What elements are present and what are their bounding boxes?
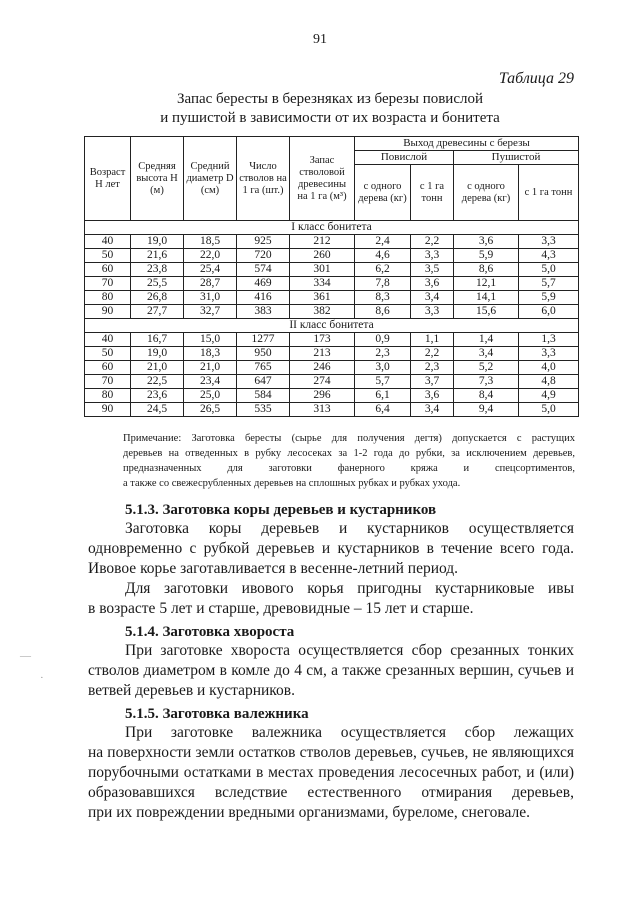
table-cell: 5,0	[519, 403, 579, 417]
table-cell: 3,3	[411, 305, 454, 319]
table-cell: 416	[237, 291, 290, 305]
table-cell: 60	[85, 263, 131, 277]
table-cell: 18,5	[184, 235, 237, 249]
table-cell: 3,3	[411, 249, 454, 263]
paragraph-line: стволов диаметром в комле до 4 см, а также срезанных вершин, сучьев и	[88, 662, 574, 679]
table-cell: 80	[85, 291, 131, 305]
table-cell: 720	[237, 249, 290, 263]
table-cell: 25,0	[184, 389, 237, 403]
table-cell: 246	[290, 361, 355, 375]
heading-brushwood-harvesting: 5.1.4. Заготовка хвороста	[125, 624, 295, 640]
table-cell: 2,3	[411, 361, 454, 375]
table-cell: 8,4	[454, 389, 519, 403]
table-cell: 2,3	[355, 347, 411, 361]
table-cell: 2,4	[355, 235, 411, 249]
table-row	[85, 361, 579, 375]
table-cell: 334	[290, 277, 355, 291]
margin-scan-mark: —	[20, 650, 31, 662]
table-cell: 3,4	[411, 291, 454, 305]
table-cell: 3,6	[411, 389, 454, 403]
table-cell: 3,5	[411, 263, 454, 277]
table-cell: 80	[85, 389, 131, 403]
paragraph-line: при их повреждении вредными организмами, буреломе, снеговале.	[88, 804, 531, 821]
table-cell: 584	[237, 389, 290, 403]
table-cell: 274	[290, 375, 355, 389]
table-cell: 28,7	[184, 277, 237, 291]
paragraph-line: в возрасте 5 лет и старше, древовидные – 15 лет и старше.	[88, 600, 474, 617]
section-deadwood-text	[88, 723, 574, 823]
note-line: предназначенных для заготовки фанерного кряжа и спецсортиментов,	[123, 463, 575, 474]
table-cell: 15,6	[454, 305, 519, 319]
table-cell: 301	[290, 263, 355, 277]
table-cell: 24,5	[131, 403, 184, 417]
table-cell: 31,0	[184, 291, 237, 305]
table-cell: 296	[290, 389, 355, 403]
table-cell: 90	[85, 305, 131, 319]
table-cell: 7,3	[454, 375, 519, 389]
table-cell: 26,5	[184, 403, 237, 417]
table-cell: 21,0	[131, 361, 184, 375]
table-cell: 70	[85, 277, 131, 291]
table-cell: 40	[85, 333, 131, 347]
table-cell: 1,3	[519, 333, 579, 347]
table-cell: 925	[237, 235, 290, 249]
table-cell: 3,4	[411, 403, 454, 417]
header-species-pendula: Повислой	[355, 151, 454, 165]
header-avg-diameter: Средний диаметр D (см)	[184, 137, 237, 221]
table-cell: 1,1	[411, 333, 454, 347]
heading-bark-harvesting: 5.1.3. Заготовка коры деревьев и кустарников	[125, 502, 437, 518]
table-cell: 382	[290, 305, 355, 319]
table-cell: 313	[290, 403, 355, 417]
table-cell: 469	[237, 277, 290, 291]
table-cell: 6,1	[355, 389, 411, 403]
table-cell: 1,4	[454, 333, 519, 347]
table-row	[85, 389, 579, 403]
table-cell: 50	[85, 249, 131, 263]
table-cell: 5,0	[519, 263, 579, 277]
table-cell: 4,0	[519, 361, 579, 375]
table-row	[85, 375, 579, 389]
header-per-ha-pub: с 1 га тонн	[519, 165, 579, 221]
paragraph-line: образовавшихся вследствие естественного отмирания деревьев,	[88, 784, 574, 801]
table-cell: 90	[85, 403, 131, 417]
table-cell: 4,6	[355, 249, 411, 263]
table-title	[90, 90, 570, 128]
table-cell: 173	[290, 333, 355, 347]
bonitet-class-label: II класс бонитета	[85, 319, 579, 333]
paragraph-line: ветвей деревьев и кустарников.	[88, 682, 295, 699]
table-cell: 765	[237, 361, 290, 375]
header-age: Возраст Н лет	[85, 137, 131, 221]
table-label: Таблица 29	[498, 70, 574, 87]
paragraph-line: одновременно с рубкой деревьев и кустарников в течение всего года.	[88, 540, 574, 557]
header-per-tree-pub: с одного дерева (кг)	[454, 165, 519, 221]
header-avg-height: Средняя высота Н (м)	[131, 137, 184, 221]
table-cell: 70	[85, 375, 131, 389]
table-cell: 23,4	[184, 375, 237, 389]
table-cell: 22,0	[184, 249, 237, 263]
section-brushwood-text	[88, 641, 574, 701]
header-stem-wood-stock: Запас стволовой древесины на 1 га (м³)	[290, 137, 355, 221]
table-cell: 361	[290, 291, 355, 305]
table-cell: 16,7	[131, 333, 184, 347]
table-cell: 3,7	[411, 375, 454, 389]
header-yield-group: Выход древесины с березы	[355, 137, 579, 151]
table-cell: 212	[290, 235, 355, 249]
table-cell: 8,6	[454, 263, 519, 277]
table-cell: 6,4	[355, 403, 411, 417]
table-cell: 213	[290, 347, 355, 361]
table-cell: 3,3	[519, 347, 579, 361]
paragraph-line: При заготовке валежника осуществляется сбор лежащих	[125, 724, 574, 741]
table-cell: 7,8	[355, 277, 411, 291]
table-cell: 25,4	[184, 263, 237, 277]
table-cell: 0,9	[355, 333, 411, 347]
table-cell: 5,9	[454, 249, 519, 263]
table-row	[85, 291, 579, 305]
table-cell: 260	[290, 249, 355, 263]
paragraph-line: Для заготовки ивового корья пригодны кустарниковые ивы	[125, 580, 574, 597]
paragraph-line: При заготовке хвороста осуществляется сбор срезанных тонких	[125, 642, 574, 659]
table-cell: 5,9	[519, 291, 579, 305]
table-row	[85, 263, 579, 277]
bonitet-class-label: I класс бонитета	[85, 221, 579, 235]
table-cell: 19,0	[131, 235, 184, 249]
table-cell: 18,3	[184, 347, 237, 361]
table-row	[85, 249, 579, 263]
table-cell: 6,2	[355, 263, 411, 277]
table-cell: 4,3	[519, 249, 579, 263]
table-cell: 6,0	[519, 305, 579, 319]
table-cell: 4,8	[519, 375, 579, 389]
margin-scan-mark: ·	[40, 672, 44, 684]
table-cell: 3,3	[519, 235, 579, 249]
note-line: а также со свежесрубленных деревьев на сплошных рубках и рубках ухода.	[123, 478, 461, 489]
table-cell: 3,6	[411, 277, 454, 291]
table-cell: 2,2	[411, 347, 454, 361]
table-cell: 5,2	[454, 361, 519, 375]
table-row	[85, 403, 579, 417]
table-row	[85, 277, 579, 291]
table-note	[123, 431, 575, 491]
heading-deadwood-harvesting: 5.1.5. Заготовка валежника	[125, 706, 309, 722]
table-title-line: Запас бересты в березняках из березы повислой	[176, 91, 483, 107]
table-cell: 12,1	[454, 277, 519, 291]
note-line: деревьев на отведенных в рубку лесосеках за 1-2 года до рубки, за исключением деревьев,	[123, 448, 575, 459]
table-cell: 383	[237, 305, 290, 319]
table-cell: 22,5	[131, 375, 184, 389]
data-table	[84, 136, 579, 417]
table-cell: 25,5	[131, 277, 184, 291]
table-cell: 1277	[237, 333, 290, 347]
paragraph-line: Ивовое корье заготавливается в весенне-летний период.	[88, 560, 459, 577]
table-cell: 3,0	[355, 361, 411, 375]
table-cell: 27,7	[131, 305, 184, 319]
header-per-ha: с 1 га тонн	[411, 165, 454, 221]
table-cell: 60	[85, 361, 131, 375]
table-cell: 535	[237, 403, 290, 417]
note-line: Примечание: Заготовка бересты (сырье для получения дегтя) допускается с растущих	[123, 433, 575, 444]
table-cell: 50	[85, 347, 131, 361]
paragraph-line: Заготовка коры деревьев и кустарников осуществляется	[125, 520, 574, 537]
table-cell: 8,3	[355, 291, 411, 305]
table-row	[85, 235, 579, 249]
table-row	[85, 347, 579, 361]
table-cell: 5,7	[355, 375, 411, 389]
header-per-tree: с одного дерева (кг)	[355, 165, 411, 221]
table-row	[85, 333, 579, 347]
table-cell: 574	[237, 263, 290, 277]
table-cell: 23,8	[131, 263, 184, 277]
page-number: 91	[313, 32, 327, 47]
header-species-pubescens: Пушистой	[454, 151, 579, 165]
bonitet-class-row	[85, 319, 579, 333]
table-cell: 9,4	[454, 403, 519, 417]
table-cell: 23,6	[131, 389, 184, 403]
table-cell: 4,9	[519, 389, 579, 403]
table-title-line: и пушистой в зависимости от их возраста и бонитета	[160, 110, 500, 126]
header-stem-count: Число стволов на 1 га (шт.)	[237, 137, 290, 221]
table-cell: 26,8	[131, 291, 184, 305]
table-cell: 15,0	[184, 333, 237, 347]
table-cell: 8,6	[355, 305, 411, 319]
table-cell: 32,7	[184, 305, 237, 319]
table-cell: 647	[237, 375, 290, 389]
table-cell: 2,2	[411, 235, 454, 249]
table-cell: 950	[237, 347, 290, 361]
table-cell: 21,6	[131, 249, 184, 263]
table-cell: 40	[85, 235, 131, 249]
table-cell: 5,7	[519, 277, 579, 291]
paragraph-line: на поверхности земли остатков стволов деревьев, сучьев, не являющихся	[88, 744, 574, 761]
table-row	[85, 305, 579, 319]
table-cell: 3,4	[454, 347, 519, 361]
bonitet-class-row	[85, 221, 579, 235]
section-bark-text	[88, 519, 574, 619]
table-cell: 21,0	[184, 361, 237, 375]
table-cell: 14,1	[454, 291, 519, 305]
paragraph-line: порубочными остатками в местах проведения лесосечных работ, и (или)	[88, 764, 574, 781]
table-cell: 3,6	[454, 235, 519, 249]
table-cell: 19,0	[131, 347, 184, 361]
